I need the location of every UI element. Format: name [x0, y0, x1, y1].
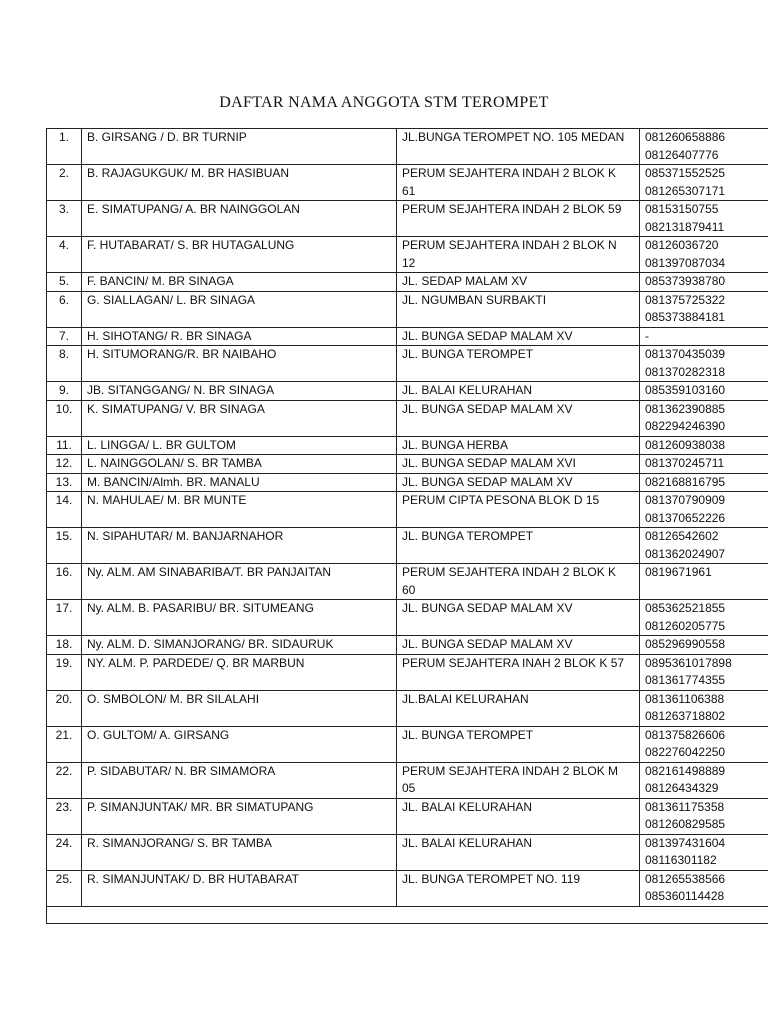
address-line: JL. BALAI KELURAHAN [402, 383, 533, 397]
member-phone-cell [640, 473, 768, 492]
row-number-cell: 20. [47, 690, 82, 726]
phone-number: 08116301182 [645, 853, 717, 867]
phone-number: 081265307171 [645, 183, 726, 198]
member-name-cell: E. SIMATUPANG/ A. BR NAINGGOLAN [82, 201, 397, 237]
address-line: JL. BUNGA SEDAP MALAM XV [402, 601, 573, 615]
address-line: PERUM SEJAHTERA INDAH 2 BLOK 59 [402, 202, 622, 216]
member-phone-cell [640, 564, 768, 600]
member-name-cell: B. GIRSANG / D. BR TURNIP [82, 129, 397, 165]
row-number-cell: 23. [47, 798, 82, 834]
member-phone-cell [640, 436, 768, 455]
member-phone-cell [640, 690, 768, 726]
member-address-cell [397, 600, 640, 636]
member-name-cell: L. NAINGGOLAN/ S. BR TAMBA [82, 455, 397, 474]
address-line: JL. BUNGA TEROMPET [402, 347, 534, 361]
member-address-cell [397, 346, 640, 382]
member-name-cell: B. RAJAGUKGUK/ M. BR HASIBUAN [82, 165, 397, 201]
address-line: JL. BUNGA SEDAP MALAM XV [402, 328, 573, 343]
address-line: JL.BUNGA TEROMPET NO. 105 MEDAN [402, 130, 625, 144]
address-line: PERUM SEJAHTERA INDAH 2 BLOK K [402, 565, 617, 579]
phone-number: 081370790909 [645, 493, 726, 507]
member-name-cell: P. SIDABUTAR/ N. BR SIMAMORA [82, 762, 397, 798]
member-name-cell: N. SIPAHUTAR/ M. BANJARNAHOR [82, 528, 397, 564]
table-row [47, 382, 768, 401]
member-phone-cell [640, 165, 768, 201]
row-number-cell: 13. [47, 473, 82, 492]
member-phone-cell [640, 726, 768, 762]
phone-number: 082161498889 [645, 763, 726, 778]
member-name-cell: F. BANCIN/ M. BR SINAGA [82, 273, 397, 292]
table-row [47, 636, 768, 655]
address-line: JL. SEDAP MALAM XV [402, 274, 528, 288]
member-address-cell [397, 528, 640, 564]
address-line: PERUM CIPTA PESONA BLOK D 15 [402, 493, 600, 507]
row-number-cell: 10. [47, 400, 82, 436]
row-number-cell: 24. [47, 834, 82, 870]
row-number-cell: 11. [47, 436, 82, 455]
phone-number: 081260829585 [645, 817, 726, 831]
row-number-cell: 16. [47, 564, 82, 600]
member-address-cell [397, 762, 640, 798]
table-row [47, 726, 768, 762]
address-line: JL. BUNGA TEROMPET [402, 727, 534, 742]
member-address-cell [397, 654, 640, 690]
phone-number: 08126542602 [645, 529, 719, 543]
phone-number: 081260205775 [645, 618, 726, 633]
member-phone-cell [640, 492, 768, 528]
table-row [47, 528, 768, 564]
address-line: JL. BUNGA TEROMPET NO. 119 [402, 871, 581, 886]
member-address-cell [397, 436, 640, 455]
address-line: 12 [402, 255, 416, 270]
address-line: JL. NGUMBAN SURBAKTI [402, 292, 547, 307]
member-name-cell: Ny. ALM. B. PASARIBU/ BR. SITUMEANG [82, 600, 397, 636]
member-name-cell: G. SIALLAGAN/ L. BR SINAGA [82, 291, 397, 327]
phone-number: 085296990558 [645, 637, 726, 651]
row-number-cell: 15. [47, 528, 82, 564]
phone-number: 085371552525 [645, 166, 726, 180]
member-address-cell [397, 455, 640, 474]
phone-number: 081362024907 [645, 546, 726, 561]
member-address-cell [397, 165, 640, 201]
table-row [47, 455, 768, 474]
member-name-cell: O. GULTOM/ A. GIRSANG [82, 726, 397, 762]
phone-number: 081370435039 [645, 347, 726, 361]
table-row [47, 273, 768, 292]
members-table-container [46, 128, 753, 924]
member-phone-cell [640, 798, 768, 834]
address-line: PERUM SEJAHTERA INAH 2 BLOK K 57 [402, 655, 625, 670]
table-row [47, 600, 768, 636]
row-number-cell: 5. [47, 273, 82, 292]
member-phone-cell [640, 870, 768, 906]
address-line: PERUM SEJAHTERA INDAH 2 BLOK K [402, 166, 617, 180]
phone-number: 081260658886 [645, 130, 726, 144]
member-phone-cell [640, 400, 768, 436]
member-address-cell [397, 690, 640, 726]
member-address-cell [397, 636, 640, 655]
table-row [47, 870, 768, 906]
phone-number: 081370282318 [645, 364, 726, 379]
table-row [47, 201, 768, 237]
members-table [46, 128, 768, 924]
member-name-cell: K. SIMATUPANG/ V. BR SINAGA [82, 400, 397, 436]
phone-number: 081375826606 [645, 727, 726, 742]
phone-number: 085360114428 [645, 889, 725, 903]
address-line: JL. BUNGA TEROMPET [402, 529, 534, 543]
member-name-cell: R. SIMANJUNTAK/ D. BR HUTABARAT [82, 870, 397, 906]
table-row [47, 492, 768, 528]
address-line: JL. BUNGA SEDAP MALAM XV [402, 401, 573, 416]
row-number-cell: 3. [47, 201, 82, 237]
table-row [47, 762, 768, 798]
address-line: JL.BALAI KELURAHAN [402, 691, 529, 706]
table-row [47, 436, 768, 455]
row-number-cell: 9. [47, 382, 82, 401]
phone-number: 085359103160 [645, 383, 726, 397]
table-row [47, 834, 768, 870]
row-number-cell: 25. [47, 870, 82, 906]
phone-number: 081370652226 [645, 510, 726, 525]
table-row [47, 690, 768, 726]
phone-number: 0819671961 [645, 565, 712, 579]
member-name-cell: H. SIHOTANG/ R. BR SINAGA [82, 327, 397, 346]
member-name-cell: N. MAHULAE/ M. BR MUNTE [82, 492, 397, 528]
phone-number: 081370245711 [645, 456, 725, 470]
address-line: 61 [402, 183, 416, 198]
row-number-cell: 18. [47, 636, 82, 655]
phone-number: 08153150755 [645, 202, 719, 216]
phone-number: 081361106388 [645, 691, 725, 706]
page-title: DAFTAR NAMA ANGGOTA STM TEROMPET [219, 94, 549, 111]
member-phone-cell [640, 346, 768, 382]
table-row [47, 400, 768, 436]
member-phone-cell [640, 327, 768, 346]
row-number-cell: 6. [47, 291, 82, 327]
table-row [47, 327, 768, 346]
member-address-cell [397, 237, 640, 273]
address-line: JL. BUNGA SEDAP MALAM XV [402, 474, 573, 489]
member-address-cell [397, 273, 640, 292]
member-phone-cell [640, 273, 768, 292]
member-name-cell: H. SITUMORANG/R. BR NAIBAHO [82, 346, 397, 382]
member-name-cell: Ny. ALM. AM SINABARIBA/T. BR PANJAITAN [82, 564, 397, 600]
member-name-cell: F. HUTABARAT/ S. BR HUTAGALUNG [82, 237, 397, 273]
row-number-cell: 14. [47, 492, 82, 528]
member-name-cell: M. BANCIN/Almh. BR. MANALU [82, 473, 397, 492]
table-row [47, 473, 768, 492]
phone-number: 0895361017898 [645, 655, 732, 670]
phone-number: 081263718802 [645, 709, 726, 723]
phone-number: 081397087034 [645, 255, 726, 270]
member-phone-cell [640, 382, 768, 401]
row-number-cell: 8. [47, 346, 82, 382]
members-table-body [47, 129, 768, 924]
table-row [47, 165, 768, 201]
row-number-cell: 7. [47, 327, 82, 346]
member-address-cell [397, 798, 640, 834]
row-number-cell: 4. [47, 237, 82, 273]
member-phone-cell [640, 237, 768, 273]
phone-number: 081397431604 [645, 835, 726, 850]
member-address-cell [397, 382, 640, 401]
member-address-cell [397, 564, 640, 600]
empty-table-row [47, 906, 768, 923]
member-address-cell [397, 327, 640, 346]
table-row [47, 798, 768, 834]
member-address-cell [397, 726, 640, 762]
member-phone-cell [640, 528, 768, 564]
phone-number: 08126434329 [645, 781, 719, 795]
member-name-cell: NY. ALM. P. PARDEDE/ Q. BR MARBUN [82, 654, 397, 690]
member-name-cell: O. SMBOLON/ M. BR SILALAHI [82, 690, 397, 726]
address-line: JL. BUNGA SEDAP MALAM XVI [402, 456, 576, 470]
member-phone-cell [640, 291, 768, 327]
row-number-cell: 17. [47, 600, 82, 636]
phone-number: 081260938038 [645, 437, 726, 452]
address-line: JL. BALAI KELURAHAN [402, 835, 533, 850]
row-number-cell: 19. [47, 654, 82, 690]
phone-number: 081265538566 [645, 871, 726, 886]
phone-number: 082131879411 [645, 219, 725, 234]
member-name-cell: P. SIMANJUNTAK/ MR. BR SIMATUPANG [82, 798, 397, 834]
address-line: PERUM SEJAHTERA INDAH 2 BLOK M [402, 763, 619, 778]
table-row [47, 346, 768, 382]
table-row [47, 237, 768, 273]
member-phone-cell [640, 636, 768, 655]
phone-number: 085373884181 [645, 310, 726, 324]
member-phone-cell [640, 129, 768, 165]
phone-number: 08126036720 [645, 238, 719, 252]
member-name-cell: JB. SITANGGANG/ N. BR SINAGA [82, 382, 397, 401]
table-row [47, 654, 768, 690]
address-line: JL. BUNGA SEDAP MALAM XV [402, 637, 573, 651]
address-line: JL. BUNGA HERBA [402, 437, 509, 452]
row-number-cell: 2. [47, 165, 82, 201]
member-address-cell [397, 291, 640, 327]
table-row [47, 129, 768, 165]
member-phone-cell [640, 600, 768, 636]
row-number-cell: 21. [47, 726, 82, 762]
phone-number: 085362521855 [645, 601, 726, 615]
empty-cell [47, 906, 768, 923]
phone-number: 081361774355 [645, 673, 726, 687]
member-phone-cell [640, 834, 768, 870]
phone-number: 082276042250 [645, 745, 726, 759]
phone-number: 081362390885 [645, 401, 726, 416]
member-address-cell [397, 473, 640, 492]
phone-number: 081361175358 [645, 799, 725, 814]
table-row [47, 564, 768, 600]
member-name-cell: R. SIMANJORANG/ S. BR TAMBA [82, 834, 397, 870]
phone-number: 082168816795 [645, 474, 726, 489]
member-address-cell [397, 870, 640, 906]
member-phone-cell [640, 654, 768, 690]
member-address-cell [397, 834, 640, 870]
member-address-cell [397, 492, 640, 528]
member-address-cell [397, 129, 640, 165]
member-phone-cell [640, 762, 768, 798]
phone-number: - [645, 328, 649, 343]
row-number-cell: 1. [47, 129, 82, 165]
address-line: JL. BALAI KELURAHAN [402, 799, 533, 814]
member-address-cell [397, 201, 640, 237]
phone-number: 08126407776 [645, 147, 719, 162]
member-name-cell: Ny. ALM. D. SIMANJORANG/ BR. SIDAURUK [82, 636, 397, 655]
member-phone-cell [640, 455, 768, 474]
row-number-cell: 12. [47, 455, 82, 474]
address-line: 05 [402, 781, 416, 795]
member-phone-cell [640, 201, 768, 237]
phone-number: 085373938780 [645, 274, 726, 288]
row-number-cell: 22. [47, 762, 82, 798]
phone-number: 082294246390 [645, 419, 726, 433]
phone-number: 081375725322 [645, 292, 726, 307]
member-name-cell: L. LINGGA/ L. BR GULTOM [82, 436, 397, 455]
member-address-cell [397, 400, 640, 436]
table-row [47, 291, 768, 327]
address-line: PERUM SEJAHTERA INDAH 2 BLOK N [402, 238, 617, 252]
address-line: 60 [402, 582, 416, 597]
